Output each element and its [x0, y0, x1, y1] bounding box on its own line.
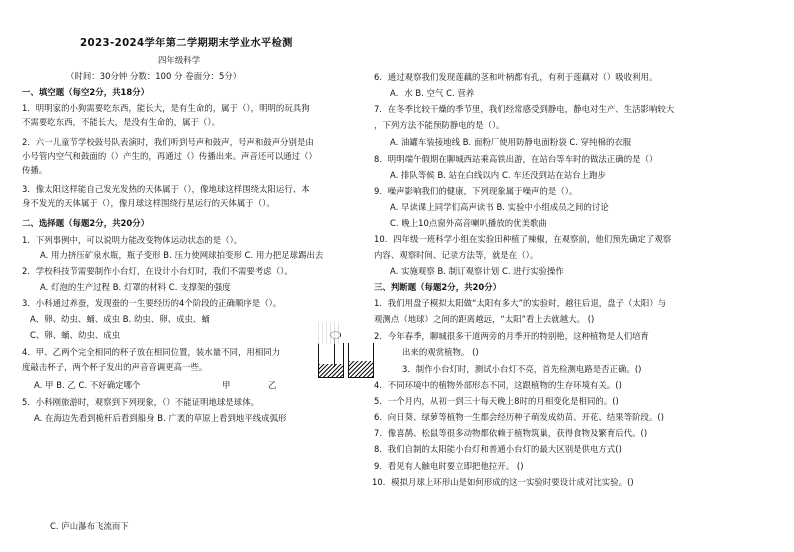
- section-fill-blank-heading: 一、填空题（每空2分，共18分）: [22, 87, 150, 97]
- question-line: 1．明明家的小狗需要吃东西，能长大，是有生命的，属于（），明明的玩具狗: [22, 103, 310, 113]
- question-line: 传播。: [22, 165, 48, 175]
- question-line: 2．学校科技节需要制作小台灯，在设计小台灯时，我们不需要考虑（）。: [22, 266, 293, 276]
- question-line: 4．甲、乙两个完全相同的杯子放在相同位置，装水量不同，用相同力: [22, 347, 281, 357]
- question-line: 1．下列事例中，可以说明力能改变物体运动状态的是（）。: [22, 235, 243, 245]
- options-line: A. 灯泡的生产过程 B. 灯罩的材料 C. 支撑架的强度: [40, 282, 231, 292]
- question-line: 内容、观察时间、记录方法等，就是在（）。: [374, 250, 539, 260]
- question-line: 4．不同环境中的植物外部形态不同，这跟植物的生存环境有关。(): [374, 380, 622, 390]
- question-line: 身不发光的天体属于（），像月球这样围绕行星运行的天体属于（）。: [22, 198, 275, 208]
- question-line: 10．模拟月球上环形山是如何形成的这一实验时要设计成对比实验。(): [372, 477, 634, 487]
- question-line: 3．像太阳这样能自己发光发热的天体属于（），像地球这样围绕太阳运行、本: [22, 184, 310, 194]
- question-line: 9．看见有人触电时要立即把他拉开。 (): [374, 461, 524, 471]
- options-line: C. 晚上10点窗外高音喇叭播放的优美歌曲: [390, 218, 547, 228]
- question-line: 小号管内空气和鼓面的（）产生的，再通过（）传播出来。声音还可以通过（）: [22, 151, 317, 161]
- cup-a-figure: [318, 343, 344, 378]
- section-choice-heading: 二、选择题（每题2分，共20分）: [22, 218, 150, 228]
- question-line: 不需要吃东西，不能长大，是没有生命的，属于（）。: [22, 117, 221, 127]
- question-line: 5．一个月内，从初一到三十每天晚上8时的月相变化是相同的。(): [374, 396, 619, 406]
- question-line: 9．噪声影响我们的健康，下列现象属于噪声的是（）。: [374, 186, 578, 196]
- question-line: 10．四年级一班科学小组在实验田种植了辣椒，在观察前，他们预先确定了观察: [374, 234, 672, 244]
- exam-title: 2023-2024学年第二学期期末学业水平检测: [80, 38, 293, 49]
- question-line: 3．制作小台灯时，测试小台灯不亮，首先检测电路是否正确。(): [402, 364, 642, 374]
- question-line: 7．在冬季比较干燥的季节里，我们经常感受到静电，静电对生产、生活影响较大: [374, 104, 675, 114]
- options-line: A. 用力挤压矿泉水瓶，瓶子变形 B. 压力使网球拍变形 C. 用力把足球踢出去: [40, 250, 324, 260]
- question-line: 6．向日葵、绿萝等植物一生都会经历种子萌发成幼苗、开花、结果等阶段。(): [374, 412, 665, 422]
- question-line: 出来的观赏植物。 (): [402, 347, 479, 357]
- cup-b-label: 乙: [268, 380, 277, 390]
- question-line: 观测点（地球）之间的距离越远，“太阳”看上去就越大。 (): [374, 314, 595, 324]
- watermark-figure: [318, 322, 340, 344]
- exam-info: （时间：30分钟 分数：100 分 卷面分：5分）: [66, 71, 242, 81]
- question-line: 3．小科通过养蚕，发现蚕的一生要经历的4个阶段的正确顺序是（）。: [22, 298, 282, 308]
- options-line: A. 排队等候 B. 站在白线以内 C. 车还没到站在站台上跑步: [390, 170, 606, 180]
- question-line: ，下列方法不能预防静电的是（）。: [374, 120, 505, 130]
- options-line: A、卵、幼虫、蛹、成虫 B. 幼虫、卵、成虫、蛹: [30, 314, 210, 324]
- options-line: A. 实施观察 B. 制订观察计划 C. 进行实验操作: [390, 266, 564, 276]
- question-line: 7．像喜鹊、松鼠等很多动物都依赖于植物筑巢，获得食物及繁育后代。(): [374, 428, 648, 438]
- question-line: 1．我们用盘子模拟太阳做“太阳有多大”的实验时，越往后退，盘子（太阳）与: [374, 298, 667, 308]
- water-fill: [349, 361, 373, 377]
- options-line: A. 甲 B. 乙 C. 不好确定哪个: [34, 380, 141, 390]
- options-line: A．水 B. 空气 C. 营养: [390, 88, 475, 98]
- options-line: C、卵、蛹、幼虫、成虫: [30, 330, 121, 340]
- question-line: 度敲击杯子，两个杯子发出的声音音调更高一些。: [22, 362, 208, 372]
- water-fill: [319, 364, 343, 377]
- question-line: 2．今年春季，聊城很多干道两旁的月季开的特别艳，这种植物是人们培育: [374, 331, 649, 341]
- options-line: A. 在海边先看到桅杆后看到船身 B. 广袤的草原上看到地平线成弧形: [34, 413, 287, 423]
- options-line: C. 庐山瀑布飞流而下: [50, 521, 129, 531]
- cup-b-figure: [348, 343, 374, 378]
- exam-subject: 四年级科学: [158, 55, 201, 65]
- cup-a-label: 甲: [222, 380, 231, 390]
- options-line: A. 早读课上同学们高声读书 B. 实验中小组成员之间的讨论: [390, 202, 609, 212]
- question-line: 8．我们自制的太阳能小台灯和普通小台灯的最大区别是供电方式(): [374, 444, 622, 454]
- question-line: 8．明明端午假期在聊城西站乘高铁出游，在站台等车时的做法正确的是（）: [374, 154, 658, 164]
- question-line: 5．小科刚旅游时，观察到下列现象，（）不能证明地球是球体。: [22, 397, 260, 407]
- options-line: A. 油罐车装接地线 B. 面粉厂使用防静电面粉袋 C. 穿纯棉的衣服: [390, 137, 632, 147]
- section-judge-heading: 三、判断题（每题2分，共20分）: [374, 282, 502, 292]
- question-line: 2．六一儿童节学校鼓号队表演时，我们听到号声和鼓声，号声和鼓声分别是由: [22, 137, 314, 147]
- question-line: 6．通过观察我们发现莲藕的茎和叶柄都有孔，有利于莲藕对（）吸收利用。: [374, 72, 658, 82]
